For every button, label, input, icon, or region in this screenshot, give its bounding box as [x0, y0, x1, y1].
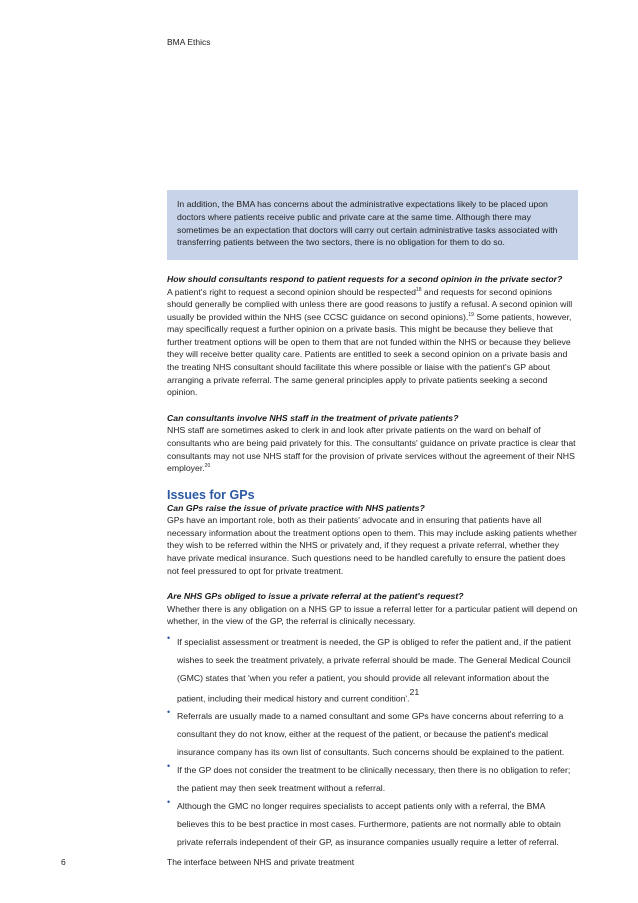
bullet-list	[167, 632, 579, 850]
callout-text: In addition, the BMA has concerns about the administrative expectations likely to be placed upon doctors where patients receive public and private care at the same time. Although there may sometimes be an expectation that doctors will carry out certain administrative tasks associated with transferring patients between the two sectors, there is no obligation for them to do so.	[177, 199, 558, 248]
bullet-dot-icon: •	[167, 632, 171, 643]
footer-title: The interface between NHS and private treatment	[167, 857, 355, 867]
footnote-ref: 18	[415, 286, 422, 293]
qa-private-referral	[167, 590, 579, 850]
running-head: BMA Ethics	[167, 37, 211, 47]
answer-text: A patient's right to request a second opinion should be respected	[167, 286, 416, 297]
list-item	[167, 796, 579, 850]
bullet-dot-icon: •	[167, 761, 171, 772]
question-heading: How should consultants respond to patient requests for a second opinion in the private sector?	[167, 274, 563, 284]
answer-text: and requests for second opinions should generally be complied with unless there are good reasons to justify a refusal. A second opinion will usually be provided within the NHS (see CCSC guidance on second opinions).	[167, 286, 573, 322]
bullet-text: If the GP does not consider the treatment to be clinically necessary, then there is no obligation to refer; the patient may then seek treatment without a referral.	[177, 765, 571, 794]
page-number: 6	[61, 857, 66, 867]
question-heading: Can GPs raise the issue of private practice with NHS patients?	[167, 502, 425, 513]
list-item	[167, 760, 579, 796]
answer-text: NHS staff are sometimes asked to clerk in and look after private patients on the ward on behalf of consultants who are being paid privately for this. The consultants' guidance on private practice is clear that consultants may not use NHS staff for the provision of private services without the agreement of their NHS employer.	[167, 425, 576, 474]
main-body	[167, 273, 579, 863]
qa-gps-raise-issue	[167, 502, 579, 577]
list-item	[167, 632, 579, 706]
answer-paragraph: GPs have an important role, both as their patients' advocate and in ensuring that patients have all necessary information about the treatment options open to them. This may include asking patients whether they wish to be referred within the NHS or privately and, if they request a private referral, whether they have private medical insurance. Such questions need to be handled carefully to ensure the patient does not feel pressured to opt for private treatment.	[167, 515, 577, 576]
footnote-ref: 19	[468, 311, 474, 318]
footnote-ref: 21	[409, 686, 420, 697]
answer-text: Some patients, however, may specifically request a further opinion on a private basis. This might be because they believe that further treatment options will be open to them that are not funded within the NHS or because they believe they will receive better quality care. Patients are entitled to seek a second opinion on a private basis and the treating NHS consultant should facilitate this where possible or liaise with the patient's GP about arranging a private referral. The same general principles apply to private patients seeking a second opinion.	[167, 311, 572, 398]
callout-box	[167, 190, 578, 260]
answer-paragraph	[167, 424, 579, 474]
footnote-ref: 20	[204, 463, 211, 470]
bullet-text: If specialist assessment or treatment is needed, the GP is obliged to refer the patient and, if the patient wishes to seek the treatment privately, a private referral should be made. The General Medical Council (GMC) states that 'when you refer a patient, you should provide all relevant information about the patient, including their medical history and current condition'.	[177, 636, 571, 704]
bullet-dot-icon: •	[167, 707, 171, 718]
bullet-text: Although the GMC no longer requires specialists to accept patients only with a referral, the BMA believes this to be best practice in most cases. Furthermore, patients are not normally able to obtain private referrals independent of their GP, as insurance companies usually require a letter of referral.	[177, 801, 561, 848]
qa-second-opinion	[167, 273, 579, 399]
section-heading: Issues for GPs	[167, 487, 255, 502]
question-heading: Can consultants involve NHS staff in the treatment of private patients?	[167, 412, 459, 423]
qa-nhs-staff	[167, 412, 579, 475]
bullet-text: Referrals are usually made to a named consultant and some GPs have concerns about referring to a consultant they do not know, either at the request of the patient, or because the patient's medical insurance company has its own list of consultants. Such concerns should be explained to the patient.	[177, 711, 565, 758]
question-heading: Are NHS GPs obliged to issue a private referral at the patient's request?	[167, 591, 464, 602]
list-item	[167, 706, 579, 760]
answer-paragraph	[167, 286, 579, 399]
bullet-dot-icon: •	[167, 797, 171, 808]
answer-paragraph: Whether there is any obligation on a NHS GP to issue a referral letter for a particular patient will depend on whether, in the view of the GP, the referral is clinically necessary.	[167, 603, 578, 627]
